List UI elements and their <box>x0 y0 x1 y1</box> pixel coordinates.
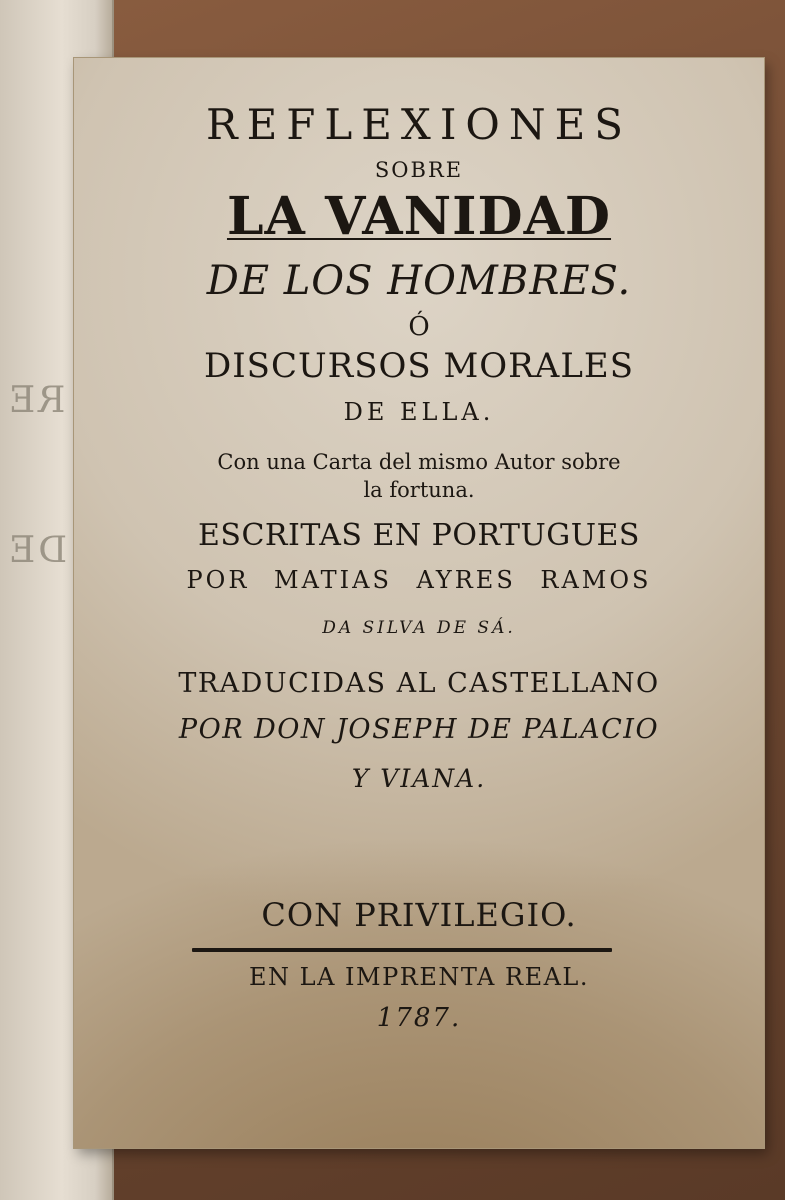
title-discursos: DISCURSOS MORALES <box>203 346 635 386</box>
bleed-through-text-top: RE <box>6 380 66 421</box>
bleed-through-text-bottom: DE <box>6 530 68 571</box>
title-la-vanidad: LA VANIDAD <box>226 186 612 247</box>
translator-traducidas: TRADUCIDAS AL CASTELLANO <box>178 668 660 699</box>
translator-name: POR DON JOSEPH DE PALACIO <box>178 714 660 745</box>
title-page <box>74 58 764 1148</box>
imprint-printer: EN LA IMPRENTA REAL. <box>249 963 589 991</box>
author-name-cont: DA SILVA DE SÁ. <box>322 618 516 638</box>
title-sobre: SOBRE <box>374 158 464 182</box>
title-de-los-hombres: DE LOS HOMBRES. <box>206 258 632 304</box>
title-reflexiones: REFLEXIONES <box>205 100 633 149</box>
subtitle-carta-line2: la fortuna. <box>363 478 475 502</box>
subtitle-carta-line1: Con una Carta del mismo Autor sobre <box>217 450 621 474</box>
privilege-line: CON PRIVILEGIO. <box>261 896 577 934</box>
horizontal-rule <box>192 948 612 952</box>
imprint-year: 1787. <box>376 1003 462 1033</box>
title-de-ella: DE ELLA. <box>343 398 495 426</box>
author-name: POR MATIAS AYRES RAMOS <box>186 566 652 594</box>
author-escritas: ESCRITAS EN PORTUGUES <box>198 518 640 553</box>
title-conjunction: Ó <box>408 312 430 342</box>
translator-name-cont: Y VIANA. <box>351 764 487 793</box>
